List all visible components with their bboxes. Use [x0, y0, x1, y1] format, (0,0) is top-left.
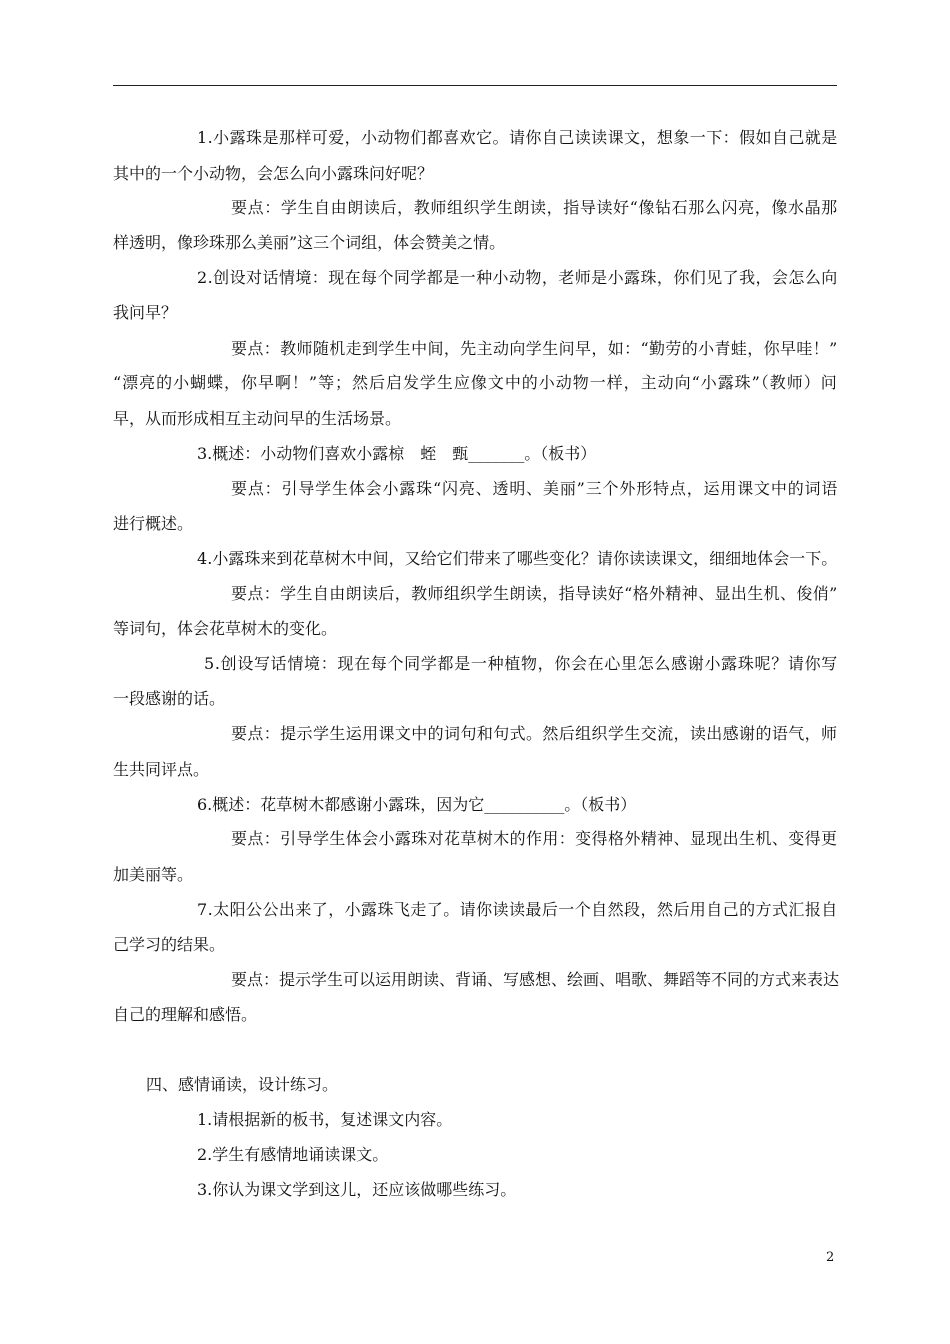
text-line: 样透明，像珍珠那么美丽”这三个词组，体会赞美之情。 [113, 233, 506, 252]
text-line: 3.你认为课文学到这儿，还应该做哪些练习。 [197, 1180, 517, 1199]
text-line: 4.小露珠来到花草树木中间，又给它们带来了哪些变化？请你读读课文，细细地体会一下。 [197, 549, 838, 568]
text-line: 1.小露珠是那样可爱，小动物们都喜欢它。请你自己读读课文，想象一下：假如自己就是 [197, 128, 838, 147]
text-line: 2.学生有感情地诵读课文。 [197, 1145, 389, 1164]
page-number: 2 [826, 1250, 835, 1265]
text-line: 我问早？ [113, 303, 178, 322]
header-rule [113, 85, 837, 86]
text-line: 6.概述：花草树木都感谢小露珠，因为它__________。（板书） [197, 795, 637, 814]
text-line: 要点：引导学生体会小露珠对花草树木的作用：变得格外精神、显现出生机、变得更 [231, 829, 838, 848]
text-line: 加美丽等。 [113, 865, 194, 884]
text-line: 7.太阳公公出来了，小露珠飞走了。请你读读最后一个自然段，然后用自己的方式汇报自 [197, 900, 838, 919]
text-line: “漂亮的小蝴蝶，你早啊！”等；然后启发学生应像文中的小动物一样，主动向“小露珠”（教师）问 [113, 373, 838, 392]
text-line: 5.创设写话情境：现在每个同学都是一种植物，你会在心里怎么感谢小露珠呢？请你写 [204, 654, 838, 673]
text-line: 1.请根据新的板书，复述课文内容。 [197, 1110, 453, 1129]
text-line: 进行概述。 [113, 514, 194, 533]
text-line: 早，从而形成相互主动问早的生活场景。 [113, 409, 402, 428]
text-line: 3.概述：小动物们喜欢小露椋 蛭 甄_______。（板书） [197, 444, 597, 463]
text-line: 2.创设对话情境：现在每个同学都是一种小动物，老师是小露珠，你们见了我，会怎么向 [197, 268, 838, 287]
text-line: 自己的理解和感悟。 [113, 1005, 258, 1024]
text-line: 等词句，体会花草树木的变化。 [113, 619, 338, 638]
text-line: 要点：教师随机走到学生中间，先主动向学生问早，如：“勤劳的小青蛙，你早哇！” [231, 339, 838, 358]
text-line: 其中的一个小动物，会怎么向小露珠问好呢？ [113, 164, 434, 183]
text-line: 己学习的结果。 [113, 935, 226, 954]
text-line: 要点：提示学生运用课文中的词句和句式。然后组织学生交流，读出感谢的语气，师 [231, 724, 838, 743]
text-line: 生共同评点。 [113, 760, 210, 779]
text-line: 要点：学生自由朗读后，教师组织学生朗读，指导读好“格外精神、显出生机、俊俏” [231, 584, 838, 603]
text-line: 要点：引导学生体会小露珠“闪亮、透明、美丽”三个外形特点，运用课文中的词语 [231, 479, 839, 498]
text-line: 要点：提示学生可以运用朗读、背诵、写感想、绘画、唱歌、舞蹈等不同的方式来表达 [231, 970, 840, 989]
section-heading: 四、感情诵读，设计练习。 [146, 1075, 339, 1094]
text-line: 要点：学生自由朗读后，教师组织学生朗读，指导读好“像钻石那么闪亮，像水晶那 [231, 198, 838, 217]
text-line: 一段感谢的话。 [113, 689, 226, 708]
